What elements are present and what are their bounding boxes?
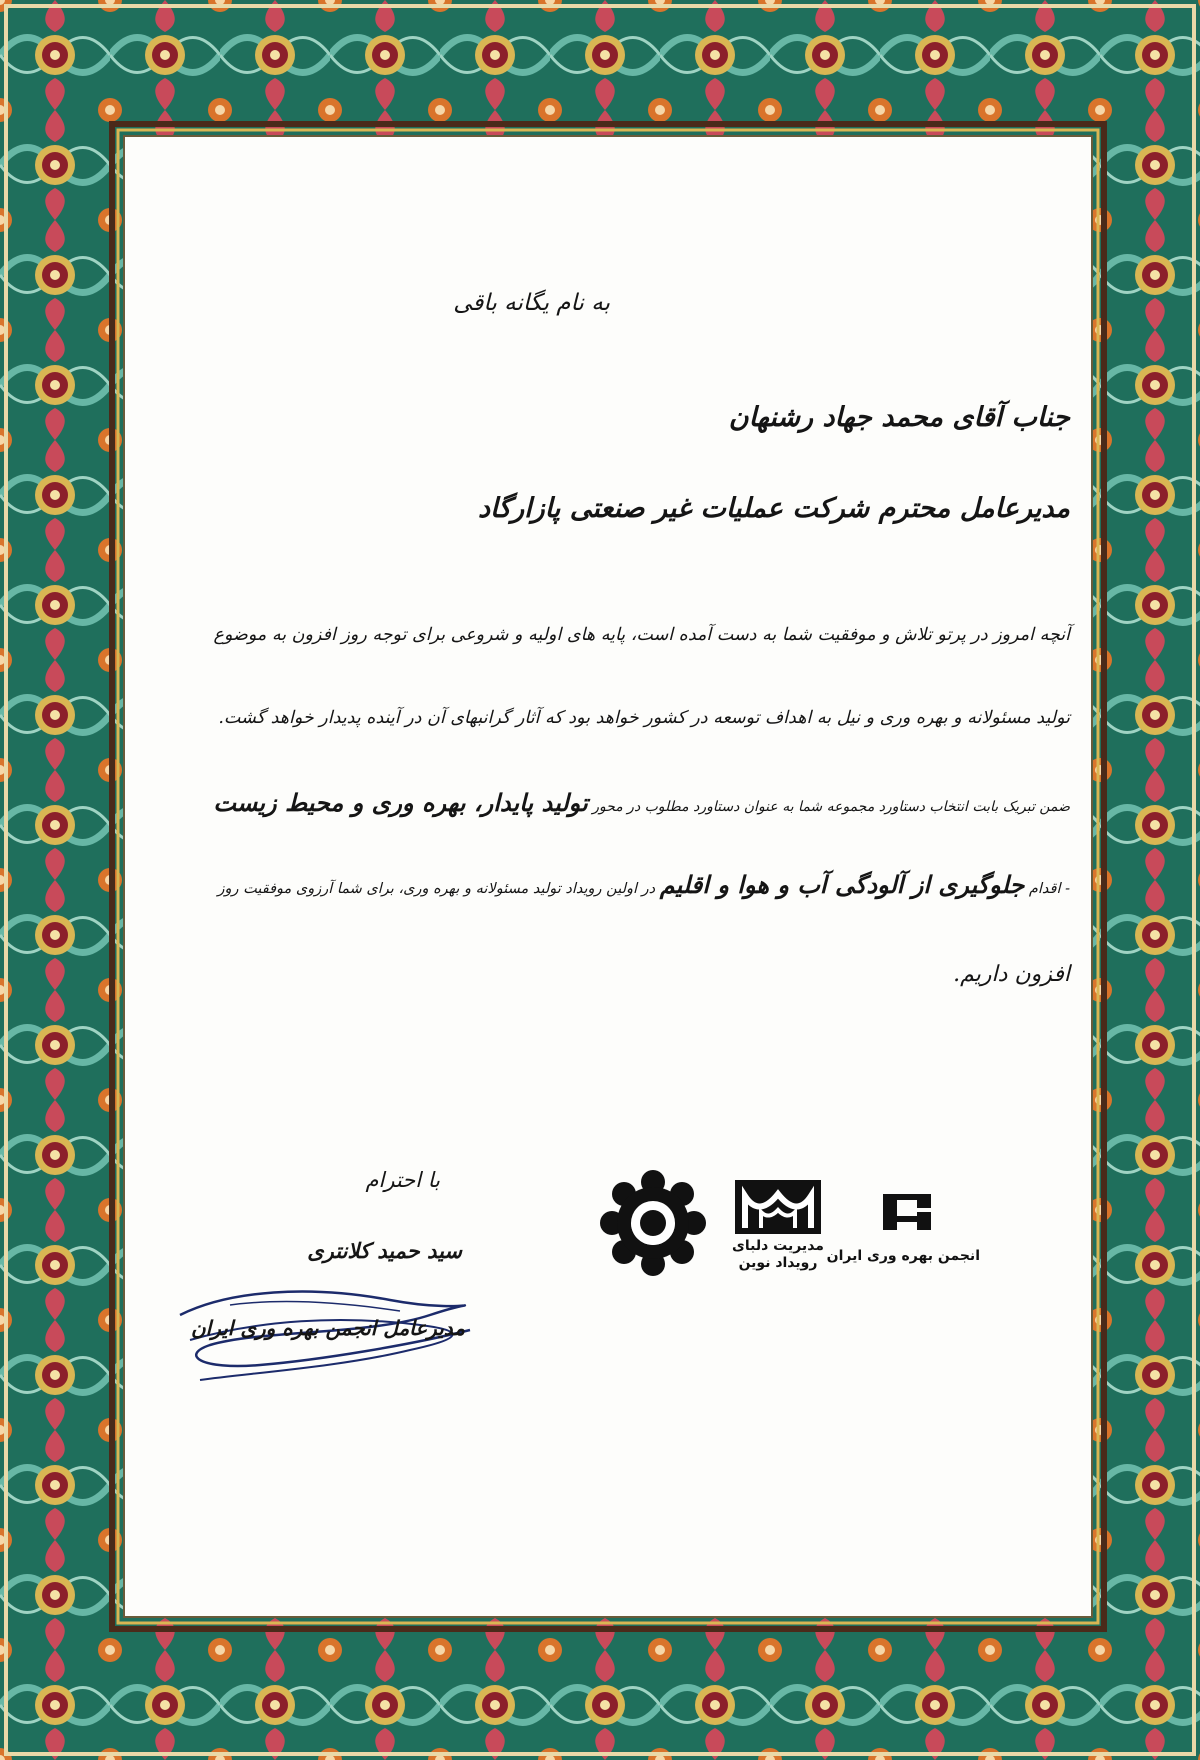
- body-line-3-text: ضمن تبریک بابت انتخاب دستاورد مجموعه شما به عنوان دستاورد مطلوب در محور: [592, 799, 1070, 815]
- signer-name: سید حمید کلانتری: [307, 1238, 462, 1263]
- body-line-4: [218, 870, 1071, 899]
- event-logo-line-1: مدیریت دلبای: [732, 1238, 824, 1254]
- body-line-1: آنچه امروز در پرتو تلاش و موفقیت شما به دست آمده است، پایه های اولیه و شروعی برای توجه روز افزون به موضوع: [213, 625, 1070, 645]
- closing-salutation: با احترام: [365, 1168, 440, 1192]
- addressee-position: مدیرعامل محترم شرکت عملیات غیر صنعتی پازارگاد: [477, 493, 1070, 524]
- body-line-2: تولید مسئولانه و بهره وری و نیل به اهداف توسعه در کشور خواهد بود که آثار گرانبهای آن در آینده پدیدار خواهد گشت.: [218, 708, 1070, 728]
- signer-title: مدیرعامل انجمن بهره وری ایران: [190, 1316, 465, 1340]
- body-line-4-prefix: - اقدام: [1028, 881, 1070, 897]
- event-logo-icon: [733, 1178, 823, 1236]
- productivity-association-label: انجمن بهره وری ایران: [826, 1248, 980, 1264]
- productivity-association-logo-icon: [877, 1188, 937, 1236]
- body-line-5: افزون داریم.: [953, 962, 1070, 987]
- event-logo-line-2: رویداد نوین: [738, 1255, 818, 1271]
- body-line-4-suffix: در اولین رویداد تولید مسئولانه و بهره وری، برای شما آرزوی موفقیت روز: [217, 881, 656, 897]
- achievement-title: جلوگیری از آلودگی آب و هوا و اقلیم: [659, 870, 1025, 899]
- award-axis: تولید پایدار، بهره وری و محیط زیست: [213, 788, 588, 817]
- addressee: جناب آقای محمد جهاد رشنهان: [728, 402, 1070, 433]
- body-line-3: [213, 788, 1070, 817]
- event-logo-label: [718, 1238, 838, 1272]
- gear-flower-emblem-icon: [598, 1168, 708, 1278]
- opening-invocation: به نام یگانه باقی: [453, 290, 610, 316]
